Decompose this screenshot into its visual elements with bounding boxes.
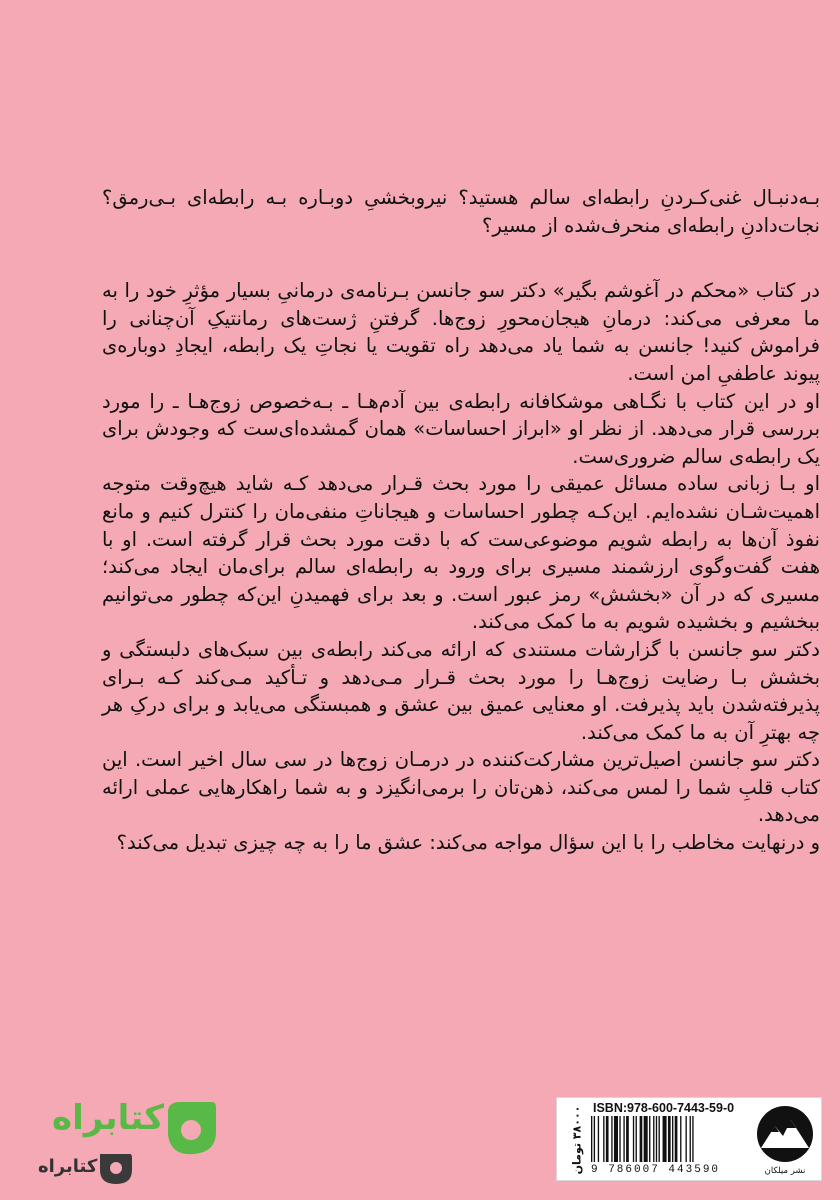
barcode-bar: [663, 1116, 667, 1162]
blurb-paragraph-5: دکتر سو جانسن اصیل‌ترین مشارکت‌کننده در درمـان زوج‌ها در سی سال اخیر است. این کتاب قلبِ شما را لمس می‌کند، ذهن‌تان را برمی‌انگیزد و به شما راهکارهایی عملی ارائه می‌دهد.: [102, 748, 820, 827]
isbn-text: ISBN:978-600-7443-59-0: [593, 1101, 735, 1115]
barcode-bar: [619, 1116, 620, 1162]
barcode-bar: [649, 1116, 650, 1162]
blurb-paragraph-1: در کتاب «محکم در آغوشم بگیر» دکتر سو جانسن بـرنامه‌ی درمانیِ بسیار مؤثرِ خود را به ما معرفی می‌کند: درمانِ هیجان‌محورِ زوج‌ها. گرفتنِ ژست‌های رمانتیکِ آن‌چنانی را فراموش کنید! جانسن به شما یاد می‌دهد راه تقویت یا نجاتِ یک رابطه، ایجادِ دوباره‌ی پیوند عاطفیِ امن است.: [102, 279, 820, 385]
barcode-bar: [611, 1116, 612, 1162]
barcode-bar: [668, 1116, 671, 1162]
barcode-bar: [591, 1116, 592, 1162]
barcode-panel: [556, 1097, 822, 1181]
blurb-paragraph-2: او در این کتاب با نگـاهی موشکافانه رابطه‌ی بین آدم‌هـا ـ بـه‌خصوص زوج‌هـا ـ را مورد بررسی قرار می‌دهد. از نظر او «ابراز احساسات» همان گمشده‌ای‌ست که وجودش برای یک رابطه‌ی سالم ضروری‌ست.: [102, 389, 820, 468]
ketabrah-watermark: [10, 1098, 220, 1194]
blurb-text: [102, 184, 820, 857]
blurb-paragraph-4: دکتر سو جانسن با گزارشات مستندی که ارائه می‌کند رابطه‌ی بین سبک‌های دلبستگی و بخشش بـا رضایت زوج‌هـا را مورد بحث قـرار مـی‌دهد و تـأکید مـی‌کند کـه بـرای پذیرفته‌شدن باید پذیرفت. او معنایی عمیق بین عشق و همبستگی می‌یابد و برای درکِ هر چه بهترِ آن به ما کمک می‌کند.: [102, 637, 820, 744]
barcode-bar: [686, 1116, 687, 1162]
barcode-bar: [594, 1116, 595, 1162]
ketabrah-leaf-icon: [158, 1098, 220, 1158]
barcode-number: 9 786007 443590: [591, 1164, 721, 1176]
barcode-bar: [690, 1116, 691, 1162]
watermark-secondary-text: کتابراه: [38, 1156, 98, 1177]
ketabrah-cup-icon: [96, 1148, 136, 1188]
barcode-bar: [659, 1116, 660, 1162]
publisher-name: نشر میلکان: [764, 1166, 806, 1176]
barcode-bar: [656, 1116, 657, 1162]
watermark-main-text: کتابراه: [52, 1098, 165, 1138]
barcode-bar: [653, 1116, 654, 1162]
intro-question: بـه‌دنبـال غنی‌کـردنِ رابطه‌ای سالم هستید؟ نیروبخشیِ دوبـاره بـه رابطه‌ای بـی‌رمق؟ نجات‌دادنِ رابطه‌ای منحرف‌شده از مسیر؟: [102, 186, 820, 237]
barcode-bar: [644, 1116, 648, 1162]
barcode-bar: [672, 1116, 673, 1162]
barcode-bar: [675, 1116, 678, 1162]
mountain-logo-icon: [755, 1104, 815, 1164]
blurb-paragraph-3: او بـا زبانی ساده مسائل عمیقی را مورد بحث قـرار می‌دهد کـه شاید هیچ‌وقت متوجه اهمیت‌شـان نشده‌ایم. این‌کـه چطور احساسات و هیجاناتِ منفی‌مان را کنترل کنیم و مانع نفوذ آن‌ها به رابطه شویم موضوعی‌ست که با دقت مورد بحث قرار گرفته است. او با هفت گفت‌وگوی ارزشمند مسیری برای ورود به رابطه‌ای سالم برای‌مان ایجاد می‌کند؛ مسیری که در آن «بخشش» رمز عبور است. و بعد برای فهمیدنِ این‌که چطور می‌توانیم ببخشیم و بخشیده شویم به ما کمک می‌کند.: [102, 472, 820, 634]
barcode-bar: [598, 1116, 599, 1162]
barcode-bar: [633, 1116, 634, 1162]
barcode-bar: [603, 1116, 604, 1162]
barcode-bar: [614, 1116, 618, 1162]
barcode-bar: [680, 1116, 681, 1162]
barcode-bar: [626, 1116, 629, 1162]
price-label: ۳۸۰۰۰ تومان: [570, 1105, 584, 1175]
barcode-bar: [692, 1116, 693, 1162]
blurb-paragraph-6: و درنهایت مخاطب را با این سؤال مواجه می‌کند: عشق ما را به چه چیزی تبدیل می‌کند؟: [116, 831, 820, 855]
barcode-bar: [640, 1116, 643, 1162]
barcode-bar: [606, 1116, 609, 1162]
barcode-icon: [589, 1116, 749, 1164]
barcode-bar: [623, 1116, 624, 1162]
barcode-bar: [636, 1116, 637, 1162]
